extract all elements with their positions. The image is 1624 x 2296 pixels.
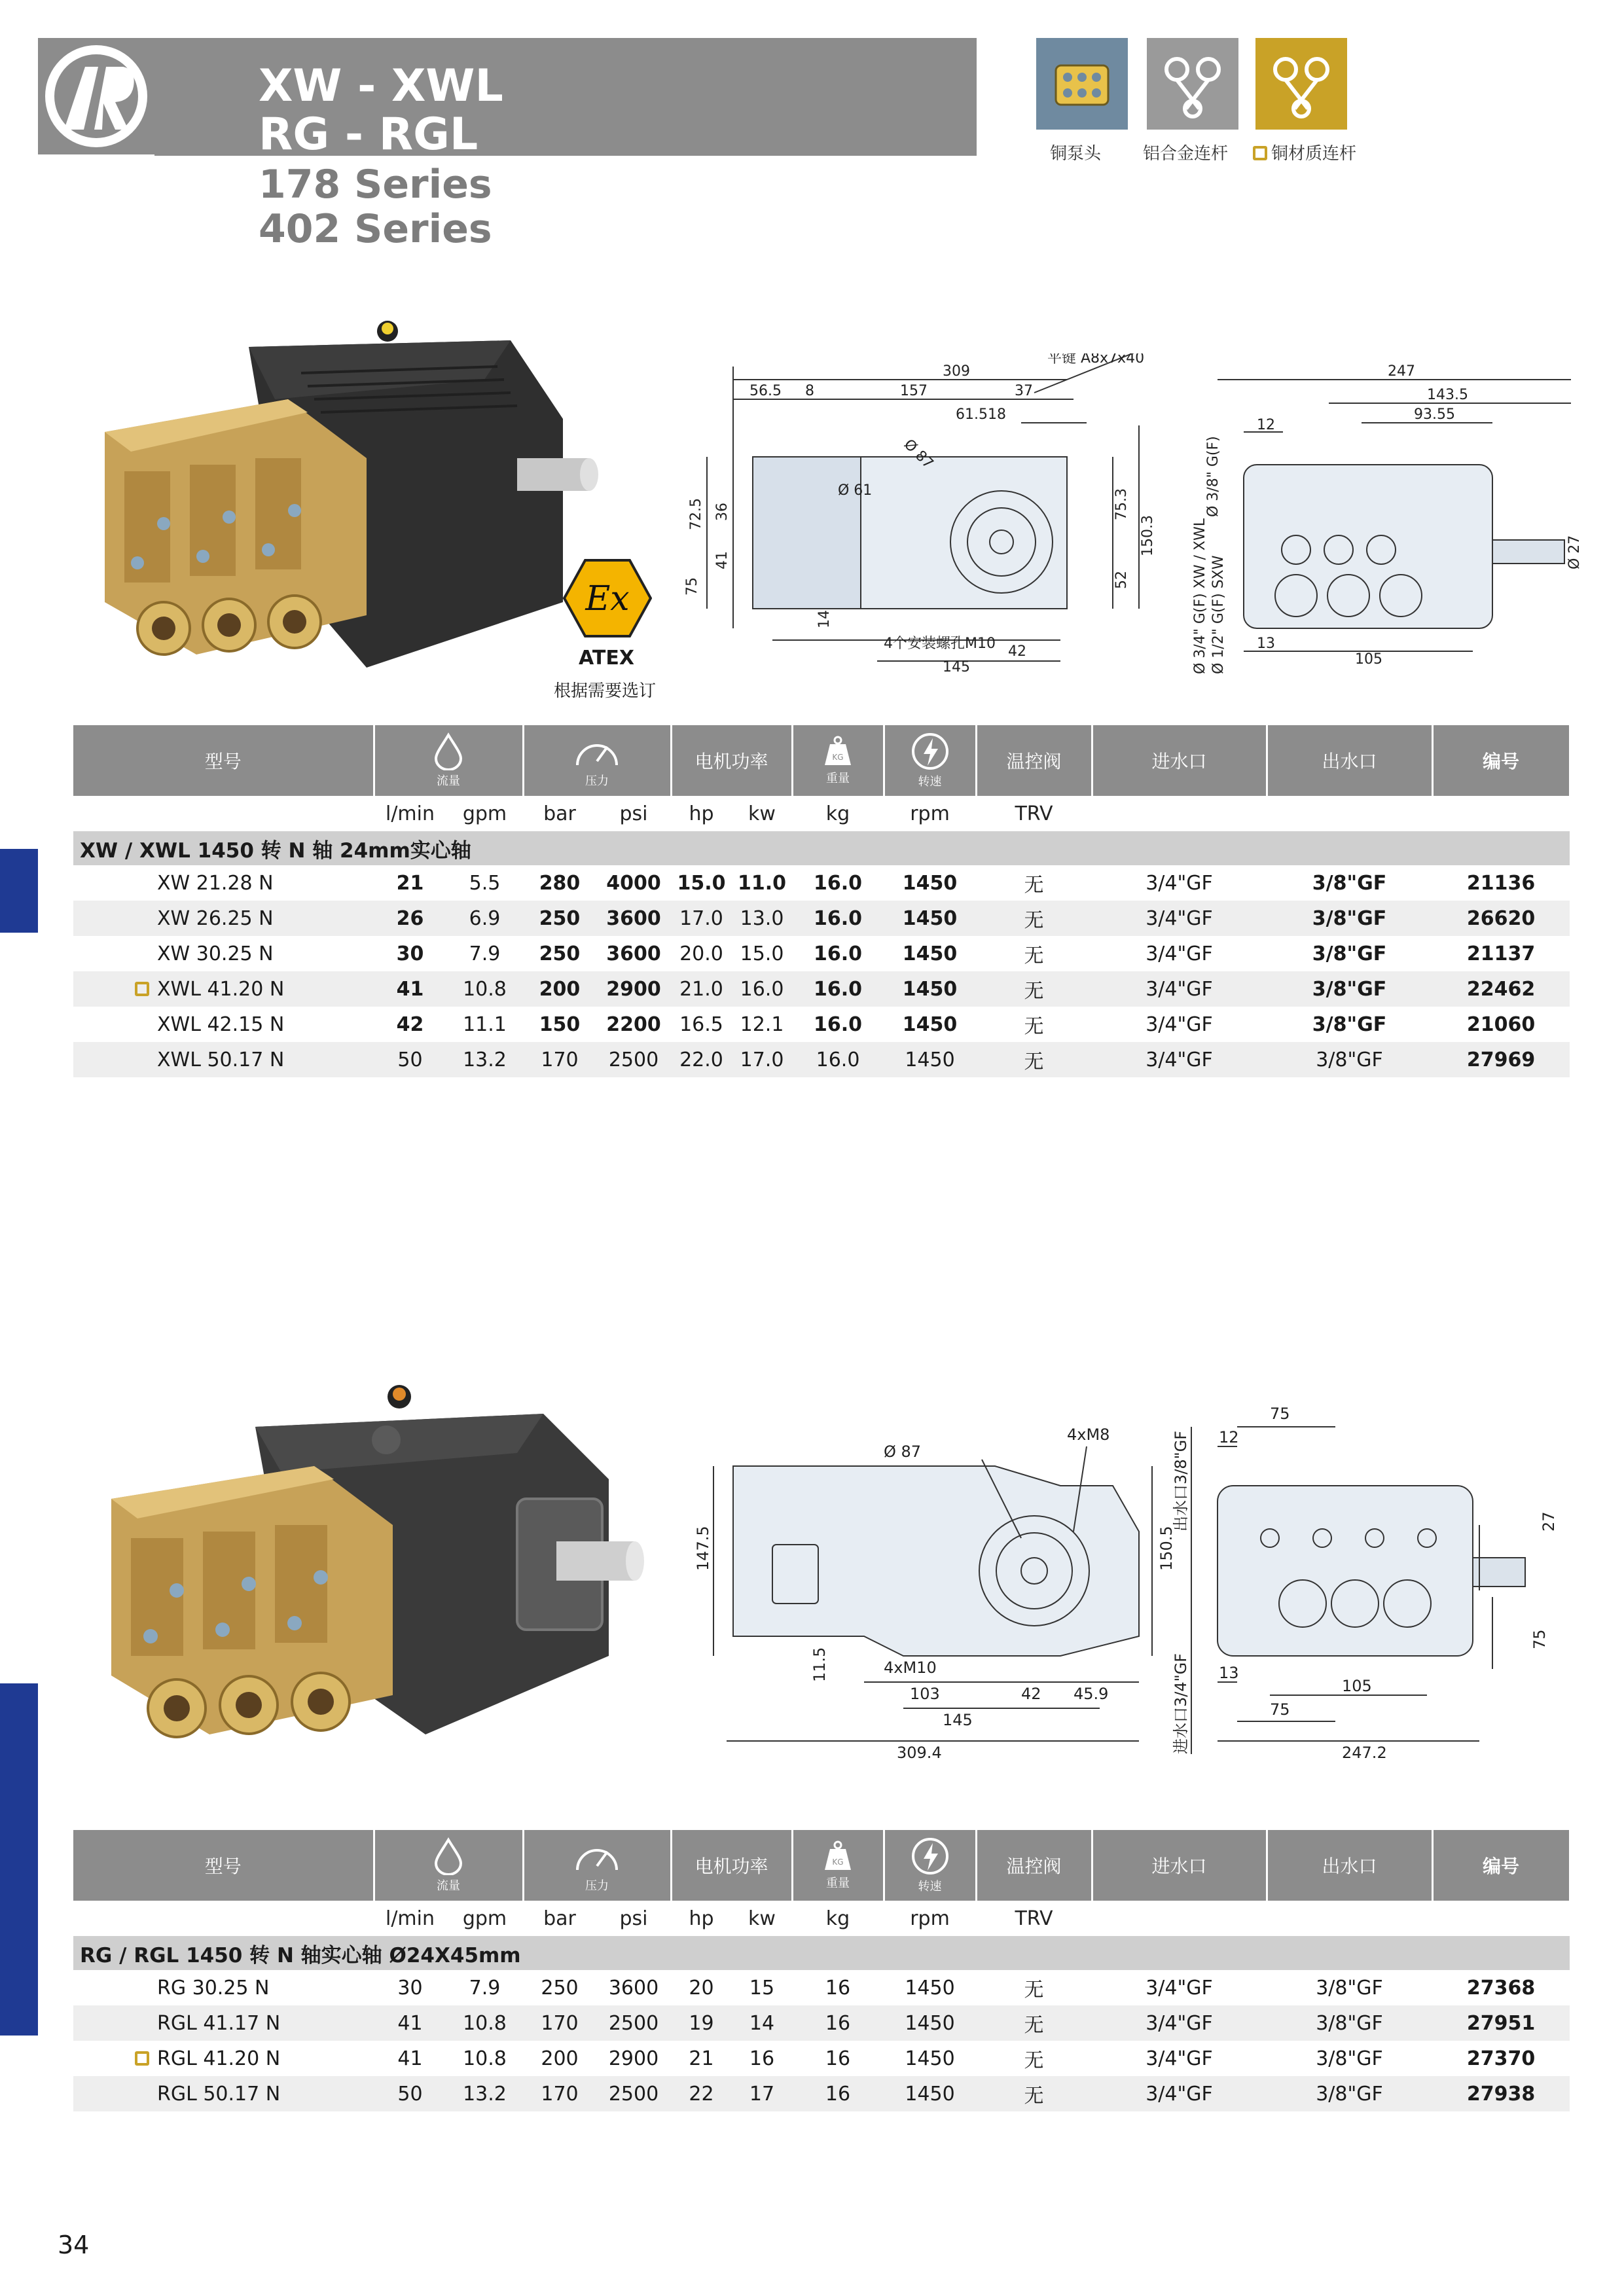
weight-icon [822,1840,854,1873]
unit-gpm: gpm [462,1907,507,1930]
page-number: 34 [58,2231,90,2259]
svg-text:4个安装螺孔M10: 4个安装螺孔M10 [884,636,996,652]
header-outlet: 出水口 [1267,725,1432,796]
table-row: XW 21.28 N 21 5.5 280 4000 15.0 11.0 16.0 1450 无 3/4"GF 3/8"GF 21136 [157,871,1536,897]
table-row: RGL 41.17 N 41 10.8 170 2500 19 14 16 1450 无 3/4"GF 3/8"GF 27951 [73,2005,1570,2041]
group-row: RG / RGL 1450 转 N 轴实心轴 Ø24X45mm [73,1936,1570,1970]
series-line-1: 178 Series [259,162,492,207]
brass-head-icon [1036,38,1128,130]
header-trv: 温控阀 [976,1830,1092,1901]
svg-text:13: 13 [1257,636,1275,652]
table-row: RG 30.25 N 30 7.9 250 3600 20 15 16 1450 无 3/4"GF 3/8"GF 27368 [157,1976,1536,2001]
svg-text:36: 36 [714,503,731,521]
brand-logo [38,38,154,154]
svg-text:75: 75 [1270,1700,1290,1719]
aluminium-rod-icon [1147,38,1238,130]
header-speed: 转速 [884,1830,976,1901]
svg-text:37: 37 [1015,383,1033,399]
brass-marker-icon [1253,146,1267,160]
unit-kw: kw [748,802,776,825]
svg-text:8: 8 [805,383,814,399]
svg-text:42: 42 [1008,643,1026,660]
svg-text:103: 103 [910,1685,940,1703]
atex-hexagon-icon [563,558,652,641]
atex-note: 根据需要选订 [554,681,657,701]
svg-text:Ø 27: Ø 27 [1566,535,1583,569]
feature-label-brass-rod: 铜材质连杆 [1253,140,1356,164]
svg-text:157: 157 [900,383,928,399]
svg-text:45.9: 45.9 [1074,1685,1109,1703]
svg-text:Ø 61: Ø 61 [838,482,873,499]
svg-text:Ø 87: Ø 87 [900,436,937,473]
title-line-1: XW - XWL [259,60,503,112]
title-line-2: RG - RGL [259,109,478,160]
ar-logo-icon [38,38,154,154]
header-weight: KG 重量 [792,1830,884,1901]
table-header-row [73,1830,1570,1901]
svg-text:150.5: 150.5 [1157,1526,1176,1571]
svg-text:Ø 87: Ø 87 [884,1443,922,1461]
svg-text:143.5: 143.5 [1427,387,1468,403]
svg-text:27: 27 [1540,1511,1558,1532]
svg-text:Ex: Ex [585,579,630,619]
svg-text:75: 75 [1270,1405,1290,1423]
header-pressure: 压力 [523,1830,671,1901]
table-header-row [73,725,1570,796]
units-row [73,1901,1570,1936]
water-drop-icon [432,1837,465,1875]
header-outlet: 出水口 [1267,1830,1432,1901]
feature-label-brass-head: 铜泵头 [1050,144,1102,164]
feature-label-aluminium-rod: 铝合金连杆 [1143,144,1229,164]
technical-drawing-rg [694,1374,1571,1770]
svg-text:75: 75 [684,577,700,596]
svg-text:出水口3/8"GF: 出水口3/8"GF [1172,1430,1190,1532]
unit-gpm: gpm [462,802,507,825]
unit-hp: hp [689,1907,714,1930]
svg-text:4xM8: 4xM8 [1067,1426,1110,1444]
svg-text:11.5: 11.5 [810,1647,829,1682]
unit-bar: bar [543,1907,576,1930]
svg-text:42: 42 [1021,1685,1041,1703]
unit-rpm: rpm [910,802,950,825]
svg-text:105: 105 [1342,1677,1372,1695]
svg-text:72.5: 72.5 [688,498,704,530]
svg-text:309: 309 [943,363,970,380]
header-inlet: 进水口 [1092,1830,1267,1901]
table-row: XWL 42.15 N 42 11.1 150 2200 16.5 12.1 16.0 1450 无 3/4"GF 3/8"GF 21060 [157,1013,1536,1038]
brass-marker-icon [135,982,149,996]
svg-text:41: 41 [714,551,731,569]
header-flow: 流量 [374,1830,523,1901]
svg-text:Ø 3/8" G(F): Ø 3/8" G(F) [1205,436,1221,517]
atex-label: ATEX [579,647,634,670]
svg-text:12: 12 [1219,1428,1239,1446]
svg-text:61.518: 61.518 [956,406,1006,423]
unit-kg: kg [825,802,850,825]
svg-text:247.2: 247.2 [1342,1744,1387,1762]
table-row: XW 26.25 N 26 6.9 250 3600 17.0 13.0 16.0 1450 无 3/4"GF 3/8"GF 26620 [73,901,1570,936]
table-row: XW 30.25 N 30 7.9 250 3600 20.0 15.0 16.0 1450 无 3/4"GF 3/8"GF 21137 [157,942,1536,967]
spec-table-xw [73,725,1571,1077]
svg-text:4xM10: 4xM10 [884,1659,937,1677]
table-row: XWL 41.20 N 41 10.8 200 2900 21.0 16.0 16.0 1450 无 3/4"GF 3/8"GF 22462 [73,971,1570,1007]
header-model: 型号 [73,1830,374,1901]
side-tab-bottom [0,1683,38,2036]
unit-lmin: l/min [385,1907,435,1930]
header-code: 编号 [1432,1830,1570,1901]
pump-photo-rg [98,1368,661,1776]
svg-text:247: 247 [1388,363,1415,380]
svg-text:进水口3/4"GF: 进水口3/4"GF [1172,1653,1190,1754]
speed-bolt-icon [909,1837,951,1876]
pump-photo-xw [92,301,602,696]
svg-text:平键 A8x7x40: 平键 A8x7x40 [1047,353,1145,367]
brass-rod-icon [1255,38,1347,130]
svg-text:309.4: 309.4 [897,1744,942,1762]
svg-text:93.55: 93.55 [1414,406,1455,423]
svg-text:105: 105 [1355,651,1382,668]
header-power: 电机功率 [671,1830,792,1901]
side-tab-top [0,849,38,933]
header-flow: 流量 [374,725,523,796]
svg-text:KG: KG [832,753,844,762]
unit-psi: psi [619,802,648,825]
pressure-gauge-icon [571,732,623,770]
header-trv: 温控阀 [976,725,1092,796]
svg-text:14: 14 [816,610,833,628]
svg-text:13: 13 [1219,1664,1239,1682]
svg-text:Ø 3/4" G(F) XW / XWL: Ø 3/4" G(F) XW / XWL [1192,518,1208,674]
unit-trv: TRV [1015,802,1053,825]
unit-kw: kw [748,1907,776,1930]
water-drop-icon [432,732,465,770]
svg-text:56.5: 56.5 [749,383,782,399]
svg-text:12: 12 [1257,417,1275,433]
unit-lmin: l/min [385,802,435,825]
svg-text:147.5: 147.5 [694,1526,712,1571]
brass-marker-icon [135,2051,149,2066]
table-row: RGL 50.17 N 50 13.2 170 2500 22 17 16 1450 无 3/4"GF 3/8"GF 27938 [73,2076,1570,2111]
unit-trv: TRV [1015,1907,1053,1930]
spec-table-rg [73,1830,1571,2111]
header-power: 电机功率 [671,725,792,796]
series-line-2: 402 Series [259,206,492,252]
svg-text:Ø 1/2" G(F) SXW: Ø 1/2" G(F) SXW [1210,555,1227,674]
table-row: RGL 41.20 N 41 10.8 200 2900 21 16 16 1450 无 3/4"GF 3/8"GF 27370 [73,2041,1570,2076]
group-row: XW / XWL 1450 转 N 轴 24mm实心轴 [73,831,1570,865]
unit-rpm: rpm [910,1907,950,1930]
svg-text:75.3: 75.3 [1113,488,1130,520]
unit-psi: psi [619,1907,648,1930]
technical-drawing-xw [668,353,1584,709]
speed-bolt-icon [909,732,951,771]
weight-icon [822,735,854,768]
unit-hp: hp [689,802,714,825]
unit-bar: bar [543,802,576,825]
pressure-gauge-icon [571,1837,623,1875]
svg-text:75: 75 [1530,1629,1549,1649]
svg-text:KG: KG [832,1857,844,1867]
header-model: 型号 [73,725,374,796]
header-speed: 转速 [884,725,976,796]
header-weight: KG 重量 [792,725,884,796]
svg-text:52: 52 [1113,571,1130,589]
svg-text:145: 145 [943,659,970,675]
svg-text:145: 145 [943,1711,973,1729]
table-row: XWL 50.17 N 50 13.2 170 2500 22.0 17.0 16.0 1450 无 3/4"GF 3/8"GF 27969 [73,1042,1570,1077]
units-row [73,796,1570,831]
header-code: 编号 [1432,725,1570,796]
header-inlet: 进水口 [1092,725,1267,796]
unit-kg: kg [825,1907,850,1930]
svg-text:150.3: 150.3 [1140,515,1156,556]
header-pressure: 压力 [523,725,671,796]
